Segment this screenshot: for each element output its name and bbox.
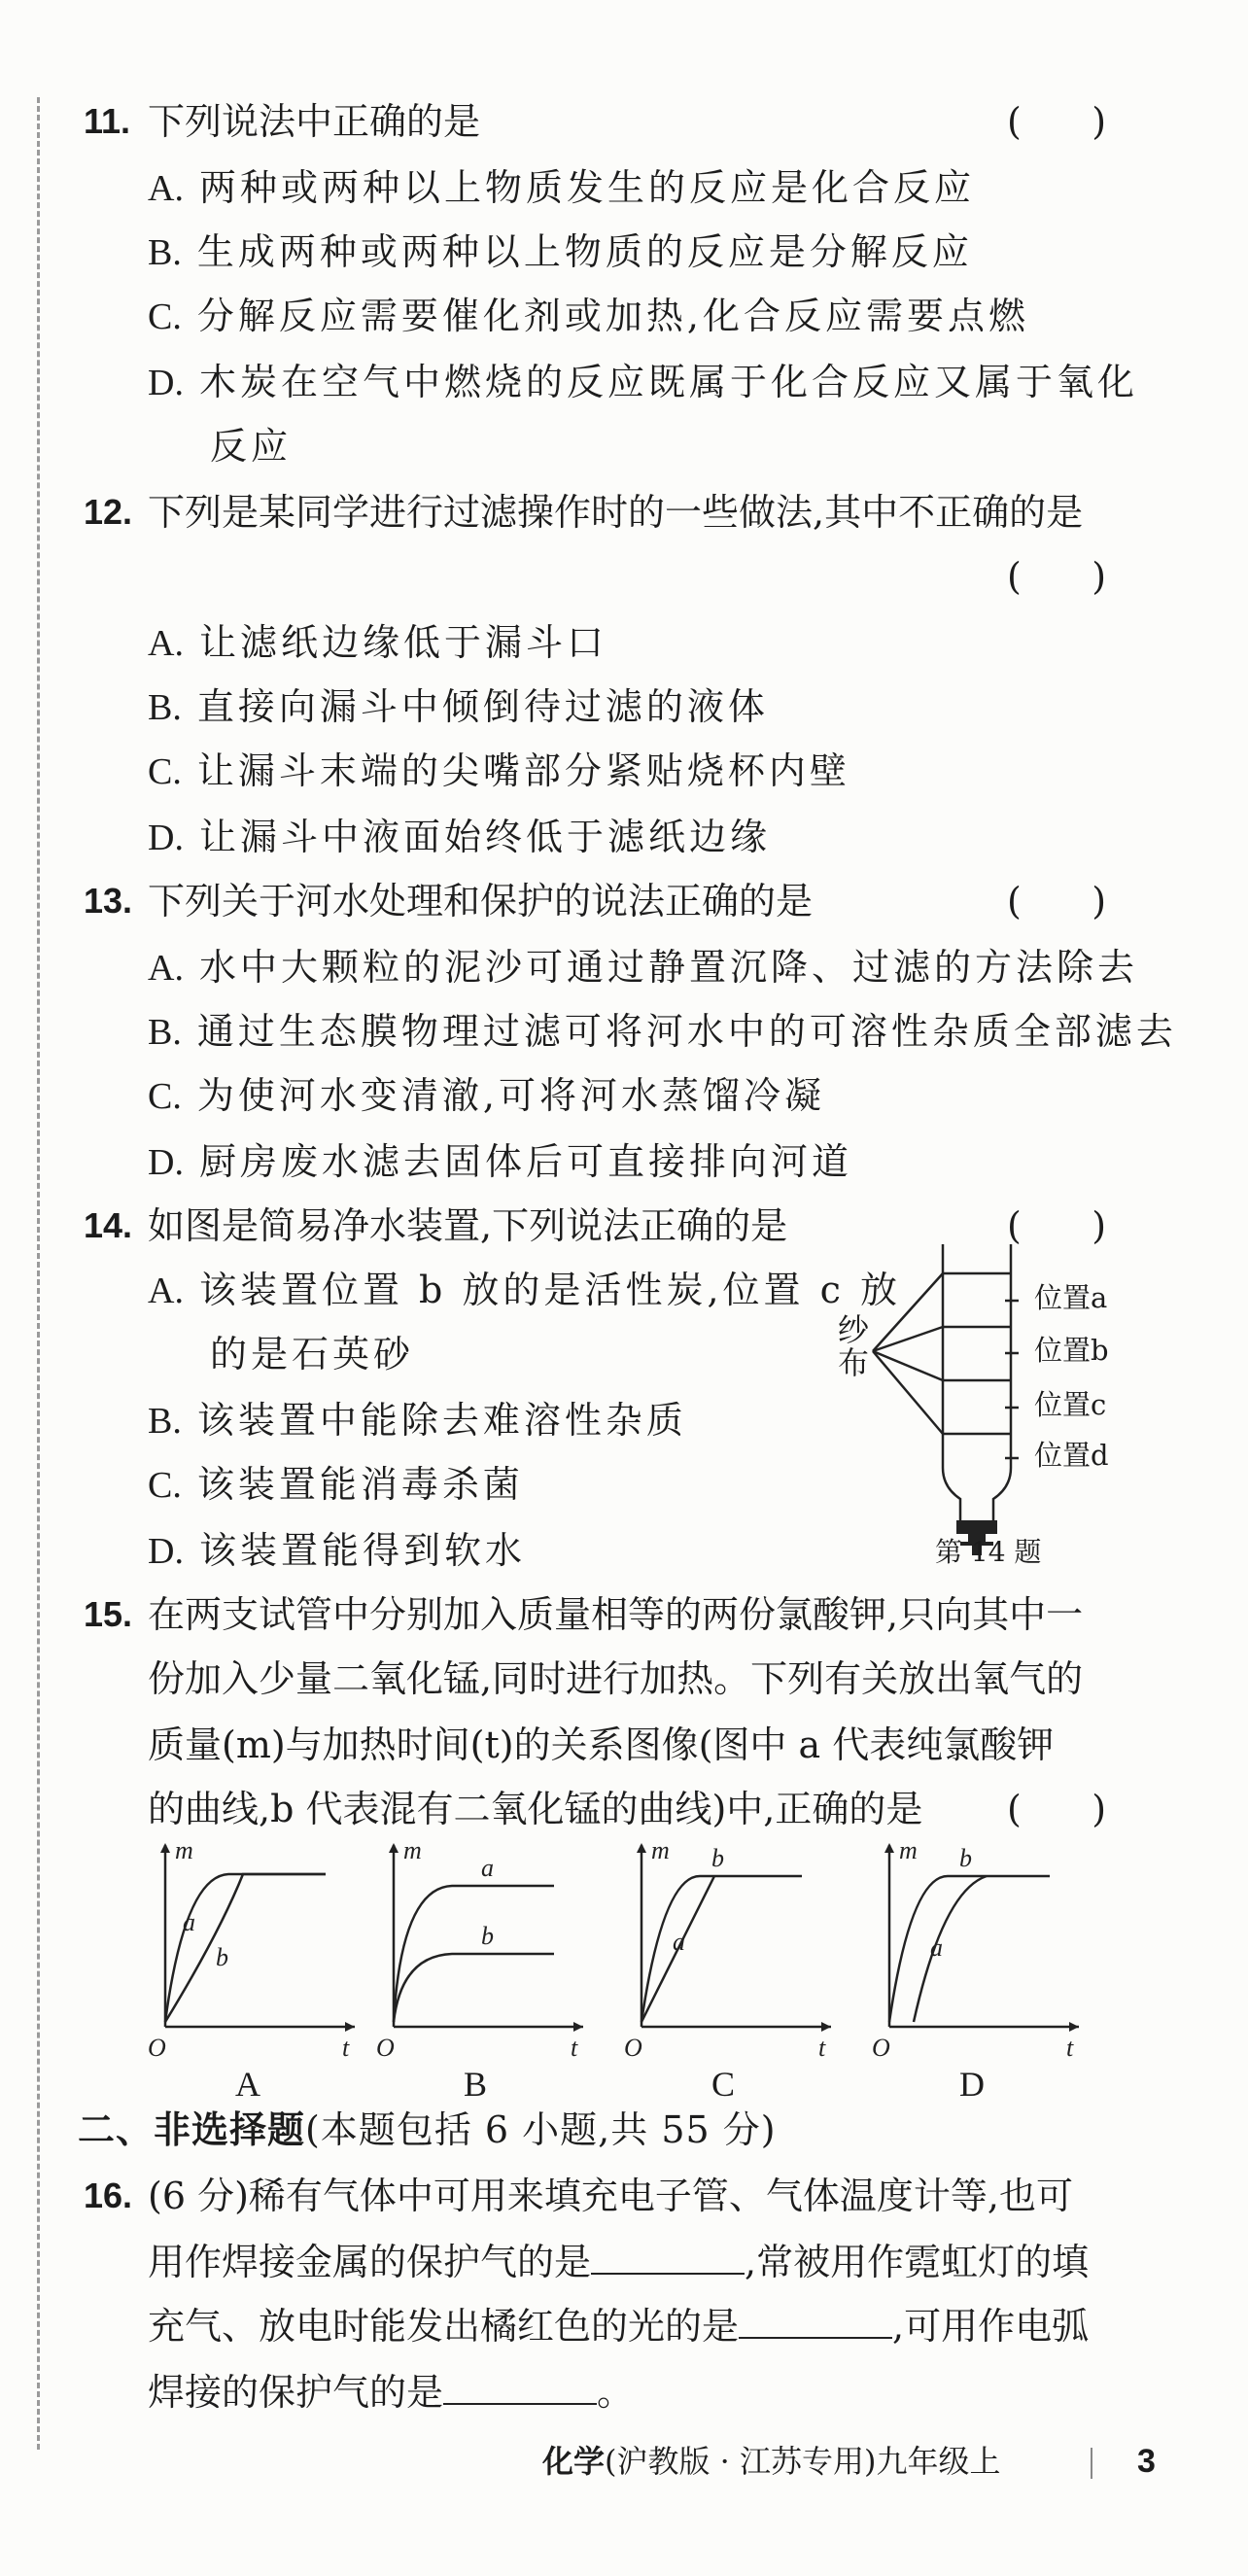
answer-parenthesis: ( ) <box>1007 555 1107 598</box>
option-a <box>148 163 975 213</box>
question-text-line: (6 分)稀有气体中可用来填充电子管、气体温度计等,也可 <box>148 2175 1073 2217</box>
option-d <box>148 1137 852 1187</box>
curve-label: a <box>673 1928 685 1956</box>
answer-parenthesis: ( ) <box>1007 1204 1107 1247</box>
question-number: 16. <box>84 2176 133 2215</box>
bottle-stopper <box>956 1520 997 1534</box>
bottle-neck-left <box>943 1468 960 1521</box>
curve-a <box>914 1876 987 2022</box>
answer-blank[interactable] <box>739 2304 892 2339</box>
question-text-line: 份加入少量二氧化锰,同时进行加热。下列有关放出氧气的 <box>148 1657 1084 1700</box>
x-axis-label: t <box>818 2034 826 2061</box>
answer-parenthesis: ( ) <box>1007 880 1107 922</box>
option-letter: C. <box>148 296 182 337</box>
option-c <box>148 292 1029 341</box>
option-letter: C. <box>148 1076 182 1117</box>
y-axis-label: m <box>899 1837 918 1864</box>
option-text: 分解反应需要催化剂或加热,化合反应需要点燃 <box>196 295 1029 337</box>
question-text-line: 质量(m)与加热时间(t)的关系图像(图中 a 代表纯氯酸钾 <box>148 1723 1055 1766</box>
section-title <box>78 2106 777 2154</box>
question-text-line: 用作焊接金属的保护气的是 ,常被用作霓虹灯的填 <box>148 2241 1090 2283</box>
option-letter: B. <box>148 1012 182 1053</box>
curve-label: a <box>481 1854 494 1882</box>
question-number: 13. <box>84 881 133 921</box>
option-c <box>148 1071 825 1121</box>
option-letter: A. <box>148 168 184 209</box>
origin-label: O <box>148 2034 166 2061</box>
graph-option-label: D <box>959 2065 985 2104</box>
bottle-neck-right <box>993 1468 1011 1521</box>
option-text: 让漏斗末端的尖嘴部分紧贴烧杯内壁 <box>196 749 850 792</box>
option-d <box>148 813 771 862</box>
figure-caption: 第 14 题 <box>935 1536 1042 1568</box>
answer-blank[interactable] <box>591 2240 745 2275</box>
question-number: 15. <box>84 1594 133 1634</box>
option-letter: A. <box>148 948 184 989</box>
option-letter: C. <box>148 751 182 792</box>
option-b <box>148 227 973 277</box>
curve-b <box>641 1876 802 2022</box>
curve-label: b <box>711 1844 724 1872</box>
question-stem: 如图是简易净水装置,下列说法正确的是 <box>148 1204 788 1247</box>
question-stem: 下列是某同学进行过滤操作时的一些做法,其中不正确的是 <box>148 491 1084 534</box>
option-letter: B. <box>148 687 182 728</box>
question-text-line: 充气、放电时能发出橘红色的光的是 ,可用作电弧 <box>148 2305 1090 2348</box>
question-number: 14. <box>84 1205 133 1245</box>
footer-edition: (沪教版 · 江苏专用)九年级上 <box>605 2443 1001 2480</box>
answer-parenthesis: ( ) <box>1007 100 1107 143</box>
page-number: 3 <box>1137 2443 1156 2480</box>
curve-b <box>394 1954 554 2022</box>
option-letter: C. <box>148 1465 182 1506</box>
option-text: 水中大颗粒的泥沙可通过静置沉降、过滤的方法除去 <box>198 946 1138 989</box>
option-d <box>148 1526 526 1576</box>
option-letter: A. <box>148 623 184 664</box>
gauze-label: 纱 <box>838 1311 870 1348</box>
option-letter: D. <box>148 1531 184 1572</box>
curve-label: a <box>930 1933 943 1962</box>
x-axis-label: t <box>571 2034 578 2061</box>
footer-subject: 化学 <box>542 2443 606 2480</box>
question-text-line: 的曲线,b 代表混有二氧化锰的曲线)中,正确的是 <box>148 1788 923 1830</box>
curve-label: b <box>959 1844 972 1872</box>
origin-label: O <box>872 2034 890 2061</box>
x-axis-label: t <box>1066 2034 1074 2061</box>
x-axis-arrow <box>345 2022 355 2032</box>
question-stem: 下列关于河水处理和保护的说法正确的是 <box>148 880 814 922</box>
section-heading: 二、非选择题 <box>78 2107 306 2151</box>
option-b <box>148 682 769 732</box>
graph-d <box>870 1837 1093 2061</box>
option-b <box>148 1007 1177 1057</box>
section-note: (本题包括 6 小题,共 55 分) <box>305 2108 777 2151</box>
curve-b <box>165 1874 326 2022</box>
option-a <box>148 943 1138 992</box>
footer-divider <box>1091 2448 1092 2479</box>
option-a <box>148 618 607 668</box>
option-d <box>148 358 1138 407</box>
graph-c <box>622 1837 846 2061</box>
graph-option-label: B <box>464 2065 488 2104</box>
option-text: 该装置能消毒杀菌 <box>196 1463 524 1506</box>
x-axis-arrow <box>1069 2022 1079 2032</box>
option-letter: B. <box>148 232 182 273</box>
option-text: 让滤纸边缘低于漏斗口 <box>198 621 607 664</box>
option-text: 该装置中能除去难溶性杂质 <box>196 1399 687 1442</box>
curve-a <box>165 1874 326 2022</box>
option-text: 为使河水变清澈,可将河水蒸馏冷凝 <box>196 1074 825 1117</box>
position-label-a: 位置a <box>1034 1281 1108 1314</box>
y-axis-arrow <box>160 1843 170 1853</box>
question-stem: 下列说法中正确的是 <box>148 100 481 143</box>
answer-parenthesis: ( ) <box>1007 1788 1107 1830</box>
option-c <box>148 1460 524 1510</box>
option-d-continued: 反应 <box>210 425 293 468</box>
option-letter: A. <box>148 1271 184 1311</box>
gauze-label: 布 <box>838 1344 870 1381</box>
footer-book-title <box>542 2440 1001 2483</box>
option-text: 厨房废水滤去固体后可直接排向河道 <box>198 1140 852 1183</box>
question-number: 12. <box>84 492 133 532</box>
question-number: 11. <box>84 101 131 141</box>
option-letter: D. <box>148 818 184 858</box>
option-text: 让漏斗中液面始终低于滤纸边缘 <box>198 816 771 858</box>
answer-blank[interactable] <box>443 2370 597 2405</box>
option-a-continued: 的是石英砂 <box>210 1333 415 1375</box>
option-letter: B. <box>148 1401 182 1442</box>
graph-a <box>146 1837 369 2061</box>
option-letter: D. <box>148 1142 184 1183</box>
position-label-c: 位置c <box>1034 1388 1107 1421</box>
y-axis-label: m <box>403 1837 422 1864</box>
option-text: 两种或两种以上物质发生的反应是化合反应 <box>198 166 975 209</box>
option-a <box>148 1266 901 1315</box>
origin-label: O <box>624 2034 642 2061</box>
option-text: 直接向漏斗中倾倒待过滤的液体 <box>196 685 769 728</box>
option-text: 该装置能得到软水 <box>198 1529 526 1572</box>
curve-label: b <box>481 1922 494 1950</box>
y-axis-arrow <box>884 1843 894 1853</box>
y-axis-label: m <box>175 1837 193 1864</box>
curve-label: a <box>183 1908 195 1936</box>
graph-option-label: C <box>711 2065 736 2104</box>
x-axis-arrow <box>573 2022 583 2032</box>
x-axis-arrow <box>821 2022 831 2032</box>
graph-option-label: A <box>235 2065 260 2104</box>
y-axis-arrow <box>389 1843 399 1853</box>
y-axis-label: m <box>651 1837 670 1864</box>
option-letter: D. <box>148 363 184 403</box>
y-axis-arrow <box>637 1843 646 1853</box>
origin-label: O <box>376 2034 395 2061</box>
option-text: 木炭在空气中燃烧的反应既属于化合反应又属于氧化 <box>198 361 1138 403</box>
position-label-b: 位置b <box>1034 1334 1109 1367</box>
curve-label: b <box>216 1943 228 1971</box>
option-b <box>148 1396 687 1445</box>
question-text-line: 焊接的保护气的是 。 <box>148 2371 635 2414</box>
option-c <box>148 747 850 796</box>
graph-b <box>374 1837 598 2061</box>
option-text: 该装置位置 b 放的是活性炭,位置 c 放 <box>198 1269 901 1311</box>
x-axis-label: t <box>342 2034 350 2061</box>
option-text: 生成两种或两种以上物质的反应是分解反应 <box>196 230 973 273</box>
curve-b <box>889 1876 1050 2022</box>
option-text: 通过生态膜物理过滤可将河水中的可溶性杂质全部滤去 <box>196 1010 1177 1053</box>
position-label-d: 位置d <box>1034 1439 1109 1472</box>
question-text-line: 在两支试管中分别加入质量相等的两份氯酸钾,只向其中一 <box>148 1593 1084 1636</box>
